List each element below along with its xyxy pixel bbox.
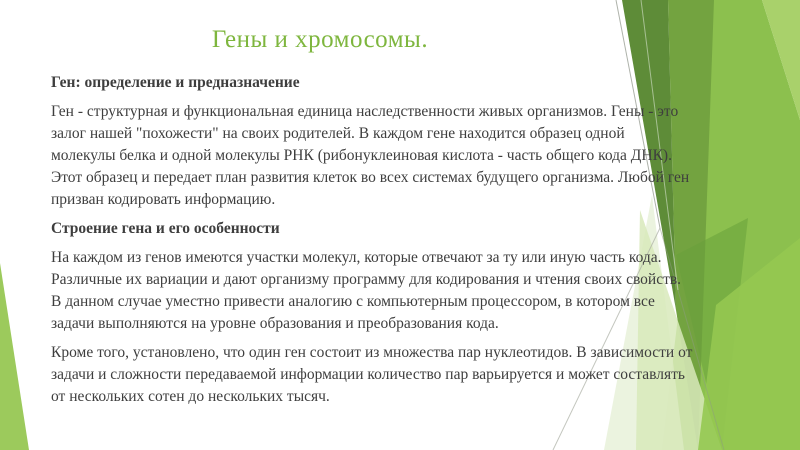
slide-body [51, 72, 791, 415]
bottom-left-wedge [0, 263, 29, 450]
section-heading-definition: Ген: определение и предназначение [51, 74, 300, 91]
section-heading-structure: Строение гена и его особенности [51, 220, 280, 237]
paragraph-structure: На каждом из генов имеются участки молекул, которые отвечают за ту или иную часть кода. Различные их вариации и дают организму программу для кодирования и чтения своих свойств. В данном случае уместно привести аналогию с компьютерным процессором, в котором все задачи выполняются на уровне образования и преобразования кода. [51, 249, 682, 332]
slide-title: Гены и хромосомы. [211, 26, 429, 53]
paragraph-nucleotides: Кроме того, установлено, что один ген состоит из множества пар нуклеотидов. В зависимости от задачи и сложности передаваемой информации количество пар варьируется и может составлять от нескольких сотен до нескольких тысяч. [51, 344, 693, 405]
paragraph-definition: Ген - структурная и функциональная единица наследственности живых организмов. Гены - это залог нашей "похожести" на своих родителей. В каждом гене находится образец одной молекулы белка и одной молекулы РНК (рибонуклеиновая кислота - часть общего кода ДНК). Этот образец и передает план развития клеток во всех системах будущего организма. Любой ген призван кодировать информацию. [51, 103, 690, 208]
